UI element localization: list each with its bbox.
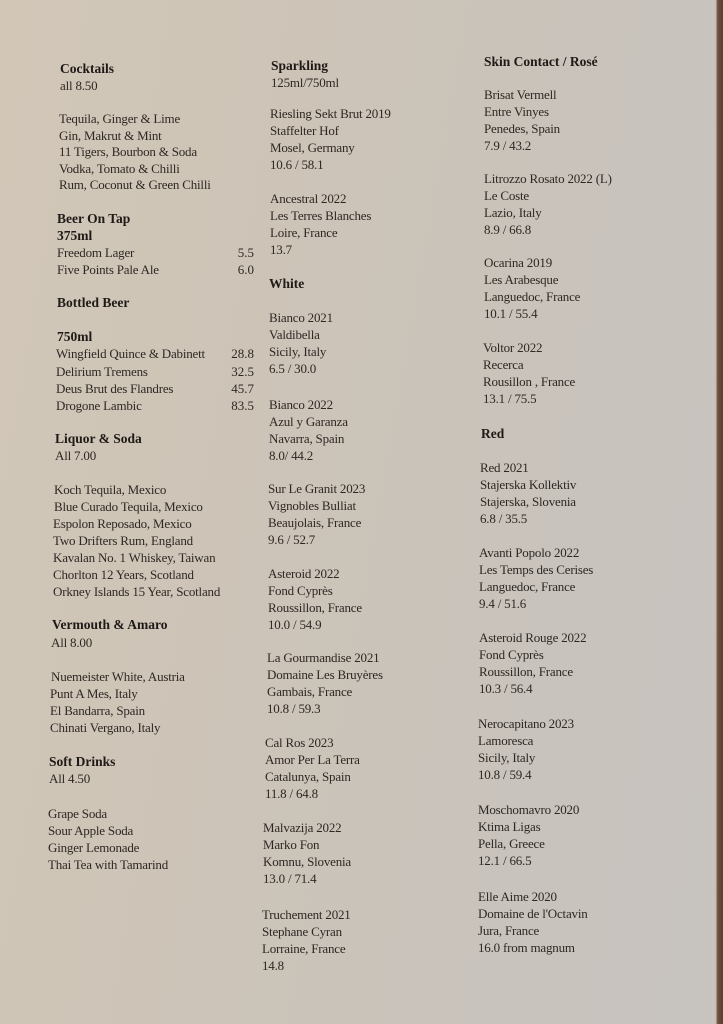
- wine-name: Malvazija 2022: [263, 820, 342, 835]
- menu-item: Espolon Reposado, Mexico: [53, 516, 192, 531]
- wine-producer: Amor Per La Terra: [265, 752, 360, 767]
- menu-item-price: 32.5: [231, 364, 254, 379]
- section-title-vermouth-amaro: Vermouth & Amaro: [52, 617, 168, 632]
- menu-item: Drogone Lambic: [56, 398, 142, 413]
- menu-item: Gin, Makrut & Mint: [59, 128, 162, 143]
- section-subtitle: All 7.00: [55, 448, 97, 463]
- wine-price: 10.8 / 59.3: [267, 701, 321, 716]
- menu-item: Sour Apple Soda: [48, 823, 134, 838]
- wine-name: Asteroid Rouge 2022: [479, 630, 587, 645]
- menu-item-price: 28.8: [231, 346, 254, 361]
- menu-item: 11 Tigers, Bourbon & Soda: [59, 144, 197, 159]
- wine-price: 16.0 from magnum: [478, 940, 575, 955]
- wine-name: Elle Aime 2020: [478, 889, 557, 904]
- wine-name: Cal Ros 2023: [265, 735, 334, 750]
- wine-region: Pella, Greece: [478, 836, 545, 851]
- wine-price: 10.1 / 55.4: [484, 306, 538, 321]
- wine-producer: Ktima Ligas: [478, 819, 541, 834]
- menu-item: Two Drifters Rum, England: [53, 533, 193, 548]
- wine-region: Languedoc, France: [479, 579, 576, 594]
- wine-region: Beaujolais, France: [268, 515, 362, 530]
- wine-name: Litrozzo Rosato 2022 (L): [484, 171, 612, 186]
- section-title-cocktails: Cocktails: [60, 61, 114, 76]
- wine-name: Bianco 2022: [269, 397, 333, 412]
- wine-producer: Azul y Garanza: [269, 414, 348, 429]
- wine-producer: Stajerska Kollektiv: [480, 477, 577, 492]
- menu-item: Ginger Lemonade: [48, 840, 140, 855]
- wine-producer: Fond Cyprès: [268, 583, 333, 598]
- section-title-sparkling: Sparkling: [271, 58, 329, 73]
- menu-item: Nuemeister White, Austria: [51, 669, 185, 684]
- wine-price: 13.0 / 71.4: [263, 871, 317, 886]
- wine-region: Roussillon, France: [268, 600, 362, 615]
- wine-producer: Stephane Cyran: [262, 924, 342, 939]
- menu-item: Rum, Coconut & Green Chilli: [59, 177, 211, 192]
- menu-item: Chorlton 12 Years, Scotland: [53, 567, 194, 582]
- wine-region: Navarra, Spain: [269, 431, 345, 446]
- menu-item: Freedom Lager: [57, 245, 135, 260]
- wine-name: Moschomavro 2020: [478, 802, 580, 817]
- wine-name: Asteroid 2022: [268, 566, 340, 581]
- wine-region: Gambais, France: [267, 684, 353, 699]
- wine-price: 8.0/ 44.2: [269, 448, 314, 463]
- page-edge: [715, 0, 723, 1024]
- wine-price: 6.8 / 35.5: [480, 511, 528, 526]
- menu-item: El Bandarra, Spain: [50, 703, 145, 718]
- wine-price: 10.3 / 56.4: [479, 681, 533, 696]
- wine-region: Catalunya, Spain: [265, 769, 351, 784]
- wine-producer: Les Temps des Cerises: [479, 562, 594, 577]
- wine-region: Penedes, Spain: [484, 121, 560, 136]
- menu-item: Punt A Mes, Italy: [50, 686, 138, 701]
- menu-item: Blue Curado Tequila, Mexico: [54, 499, 203, 514]
- wine-name: Ocarina 2019: [484, 255, 552, 270]
- wine-name: Sur Le Granit 2023: [268, 481, 366, 496]
- wine-producer: Valdibella: [269, 327, 320, 342]
- wine-price: 10.0 / 54.9: [268, 617, 322, 632]
- wine-name: Voltor 2022: [483, 340, 543, 355]
- wine-region: Lorraine, France: [262, 941, 346, 956]
- menu-item: Orkney Islands 15 Year, Scotland: [53, 584, 221, 599]
- menu-item: Grape Soda: [48, 806, 108, 821]
- wine-producer: Les Arabesque: [484, 272, 559, 287]
- wine-name: Bianco 2021: [269, 310, 333, 325]
- wine-producer: Entre Vinyes: [484, 104, 549, 119]
- wine-price: 13.7: [270, 242, 292, 257]
- wine-region: Jura, France: [478, 923, 540, 938]
- section-title-liquor-soda: Liquor & Soda: [55, 431, 142, 446]
- menu-item-price: 6.0: [237, 262, 254, 277]
- menu-item-price: 5.5: [237, 245, 254, 260]
- wine-producer: Recerca: [483, 357, 524, 372]
- wine-producer: Le Coste: [484, 188, 529, 203]
- wine-region: Stajerska, Slovenia: [480, 494, 576, 509]
- wine-producer: Marko Fon: [263, 837, 320, 852]
- wine-name: Brisat Vermell: [484, 87, 557, 102]
- wine-region: Loire, France: [270, 225, 338, 240]
- wine-producer: Les Terres Blanches: [270, 208, 372, 223]
- section-title-bottled-beer: Bottled Beer: [57, 295, 130, 310]
- menu-item-price: 83.5: [231, 398, 254, 413]
- section-subtitle: All 4.50: [49, 771, 91, 786]
- wine-region: Languedoc, France: [484, 289, 581, 304]
- menu-item: Kavalan No. 1 Whiskey, Taiwan: [53, 550, 216, 565]
- section-title-beer-on-tap: Beer On Tap: [57, 211, 131, 226]
- menu-item: Vodka, Tomato & Chilli: [59, 161, 180, 176]
- wine-price: 13.1 / 75.5: [483, 391, 537, 406]
- wine-name: Avanti Popolo 2022: [479, 545, 580, 560]
- wine-name: Ancestral 2022: [270, 191, 347, 206]
- menu-item: Wingfield Quince & Dabinett: [56, 346, 205, 361]
- wine-producer: Fond Cyprès: [479, 647, 544, 662]
- section-size: 375ml: [57, 228, 93, 243]
- menu-item: Thai Tea with Tamarind: [48, 857, 169, 872]
- menu-item: Koch Tequila, Mexico: [54, 482, 167, 497]
- menu-item: Chinati Vergano, Italy: [50, 720, 161, 735]
- section-subtitle: 125ml/750ml: [271, 75, 339, 90]
- section-title-red: Red: [481, 426, 505, 441]
- wine-price: 11.8 / 64.8: [265, 786, 318, 801]
- wine-price: 9.6 / 52.7: [268, 532, 316, 547]
- wine-price: 8.9 / 66.8: [484, 222, 532, 237]
- wine-name: Truchement 2021: [262, 907, 351, 922]
- menu-item: Deus Brut des Flandres: [56, 381, 174, 396]
- wine-name: Riesling Sekt Brut 2019: [270, 106, 391, 121]
- wine-name: La Gourmandise 2021: [267, 650, 380, 665]
- wine-price: 9.4 / 51.6: [479, 596, 527, 611]
- section-subtitle: all 8.50: [60, 78, 98, 93]
- section-size: 750ml: [57, 329, 93, 344]
- wine-price: 14.8: [262, 958, 284, 973]
- wine-producer: Vignobles Bulliat: [268, 498, 356, 513]
- wine-region: Mosel, Germany: [270, 140, 355, 155]
- section-title-soft-drinks: Soft Drinks: [49, 754, 116, 769]
- wine-price: 7.9 / 43.2: [484, 138, 532, 153]
- menu-item: Five Points Pale Ale: [57, 262, 159, 277]
- wine-producer: Lamoresca: [478, 733, 534, 748]
- wine-price: 10.8 / 59.4: [478, 767, 532, 782]
- wine-price: 10.6 / 58.1: [270, 157, 324, 172]
- section-title-skin-contact-rose: Skin Contact / Rosé: [484, 54, 598, 69]
- wine-producer: Domaine Les Bruyères: [267, 667, 383, 682]
- wine-region: Komnu, Slovenia: [263, 854, 351, 869]
- wine-region: Roussillon, France: [479, 664, 573, 679]
- section-subtitle: All 8.00: [51, 635, 93, 650]
- wine-region: Sicily, Italy: [478, 750, 536, 765]
- wine-region: Sicily, Italy: [269, 344, 327, 359]
- wine-price: 6.5 / 30.0: [269, 361, 317, 376]
- wine-name: Red 2021: [480, 460, 529, 475]
- wine-producer: Staffelter Hof: [270, 123, 339, 138]
- wine-region: Lazio, Italy: [484, 205, 542, 220]
- section-title-white: White: [269, 276, 305, 291]
- menu-item-price: 45.7: [231, 381, 254, 396]
- wine-name: Nerocapitano 2023: [478, 716, 574, 731]
- menu-item: Delirium Tremens: [56, 364, 148, 379]
- wine-producer: Domaine de l'Octavin: [478, 906, 588, 921]
- wine-price: 12.1 / 66.5: [478, 853, 532, 868]
- wine-region: Rousillon , France: [483, 374, 576, 389]
- menu-item: Tequila, Ginger & Lime: [59, 111, 181, 126]
